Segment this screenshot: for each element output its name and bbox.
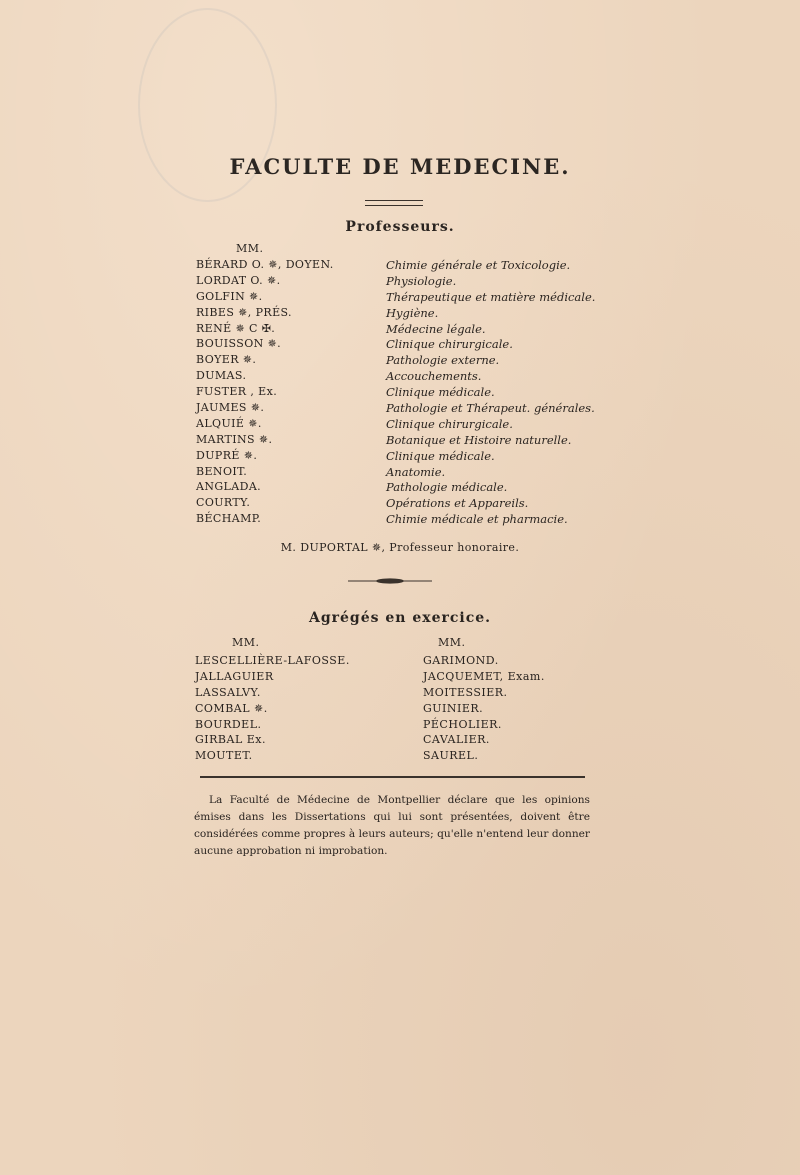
professor-subject: Chimie médicale et pharmacie. — [386, 512, 568, 527]
agreges-mm-label-right: MM. — [438, 636, 466, 649]
professor-row — [196, 512, 606, 528]
agrege-name: JACQUEMET, Exam. — [423, 669, 545, 683]
agrege-name: GARIMOND. — [423, 654, 499, 667]
professor-subject: Clinique chirurgicale. — [386, 416, 513, 431]
professor-row — [196, 465, 606, 481]
agrege-name: SAUREL. — [423, 749, 479, 763]
professor-subject: Pathologie et Thérapeut. générales. — [386, 401, 595, 416]
professor-name: DUPRÉ ✵. — [196, 448, 258, 462]
professor-subject: Clinique chirurgicale. — [386, 337, 513, 352]
professor-subject: Physiologie. — [386, 273, 457, 288]
section-divider — [200, 776, 585, 778]
agrege-name: PÉCHOLIER. — [423, 717, 502, 731]
professor-row — [196, 449, 606, 465]
professor-name: JAUMES ✵. — [196, 401, 265, 415]
professor-subject: Pathologie médicale. — [386, 480, 508, 495]
professor-subject: Botanique et Histoire naturelle. — [386, 432, 572, 447]
professor-row — [196, 322, 606, 338]
professor-name: GOLFIN ✵. — [196, 289, 263, 303]
professor-subject: Chimie générale et Toxicologie. — [386, 258, 571, 272]
agrege-name: LESCELLIÈRE-LAFOSSE. — [195, 654, 350, 667]
professor-name: BOUISSON ✵. — [196, 337, 282, 351]
professor-subject: Clinique médicale. — [386, 385, 495, 400]
agrege-name: GUINIER. — [423, 701, 484, 715]
agrege-name: CAVALIER. — [423, 733, 490, 747]
agrege-name: MOUTET. — [195, 749, 253, 763]
professor-row — [196, 337, 606, 353]
professor-row — [196, 480, 606, 496]
professor-row — [196, 417, 606, 433]
professor-subject: Pathologie externe. — [386, 353, 500, 368]
professor-name: COURTY. — [196, 496, 251, 510]
professeurs-heading: Professeurs. — [345, 219, 455, 235]
agreges-list-left — [195, 654, 350, 765]
professor-subject: Hygiène. — [386, 305, 439, 320]
professor-subject: Anatomie. — [386, 464, 446, 479]
page-title: FACULTE DE MEDECINE. — [229, 154, 571, 179]
professor-name: BOYER ✵. — [196, 353, 257, 367]
professeurs-list — [196, 258, 606, 528]
professor-subject: Médecine légale. — [386, 321, 486, 336]
disclaimer-paragraph: La Faculté de Médecine de Montpellier déclare que les opinions émises dans les Dissertations qui lui sont présentées, doivent être considérées comme propres à leurs auteurs; qu'elle n'entend leur donner aucune approbation ni improbation. — [194, 794, 590, 857]
professor-name: BÉRARD O. ✵, DOYEN. — [196, 258, 334, 271]
agrege-name: BOURDEL. — [195, 717, 262, 731]
ornament-divider — [348, 578, 432, 584]
professor-row — [196, 433, 606, 449]
agreges-list-right — [423, 654, 545, 765]
agreges-heading: Agrégés en exercice. — [308, 610, 492, 626]
professeurs-mm-label: MM. — [236, 242, 264, 255]
professor-row — [196, 385, 606, 401]
professor-row — [196, 401, 606, 417]
professor-subject: Accouchements. — [386, 369, 482, 384]
professor-row — [196, 290, 606, 306]
professor-subject: Clinique médicale. — [386, 448, 495, 463]
professor-name: DUMAS. — [196, 369, 247, 383]
professor-name: LORDAT O. ✵. — [196, 273, 281, 287]
professor-name: MARTINS ✵. — [196, 432, 273, 446]
agrege-name: LASSALVY. — [195, 685, 261, 699]
professor-name: FUSTER , Ex. — [196, 385, 278, 399]
agreges-mm-label-left: MM. — [232, 636, 260, 649]
professor-subject: Thérapeutique et matière médicale. — [386, 289, 596, 304]
professor-row — [196, 353, 606, 369]
agrege-name: JALLAGUIER — [195, 669, 274, 683]
professor-row — [196, 369, 606, 385]
agrege-name: COMBAL ✵. — [195, 701, 268, 715]
professor-row — [196, 258, 606, 274]
professor-name: BÉCHAMP. — [196, 512, 262, 526]
professor-row — [196, 496, 606, 512]
agrege-name: GIRBAL Ex. — [195, 733, 266, 747]
professor-name: RIBES ✵, PRÉS. — [196, 305, 292, 319]
honorary-professor: M. DUPORTAL ✵, Professeur honoraire. — [280, 541, 520, 554]
professor-row — [196, 274, 606, 290]
agrege-name: MOITESSIER. — [423, 685, 508, 699]
professor-name: RENÉ ✵ C ✠. — [196, 321, 276, 335]
professor-name: ALQUIÉ ✵. — [196, 416, 262, 430]
professor-name: BENOIT. — [196, 464, 248, 478]
title-rule — [365, 200, 423, 206]
professor-name: ANGLADA. — [196, 480, 262, 494]
professor-row — [196, 306, 606, 322]
professor-subject: Opérations et Appareils. — [386, 496, 529, 511]
